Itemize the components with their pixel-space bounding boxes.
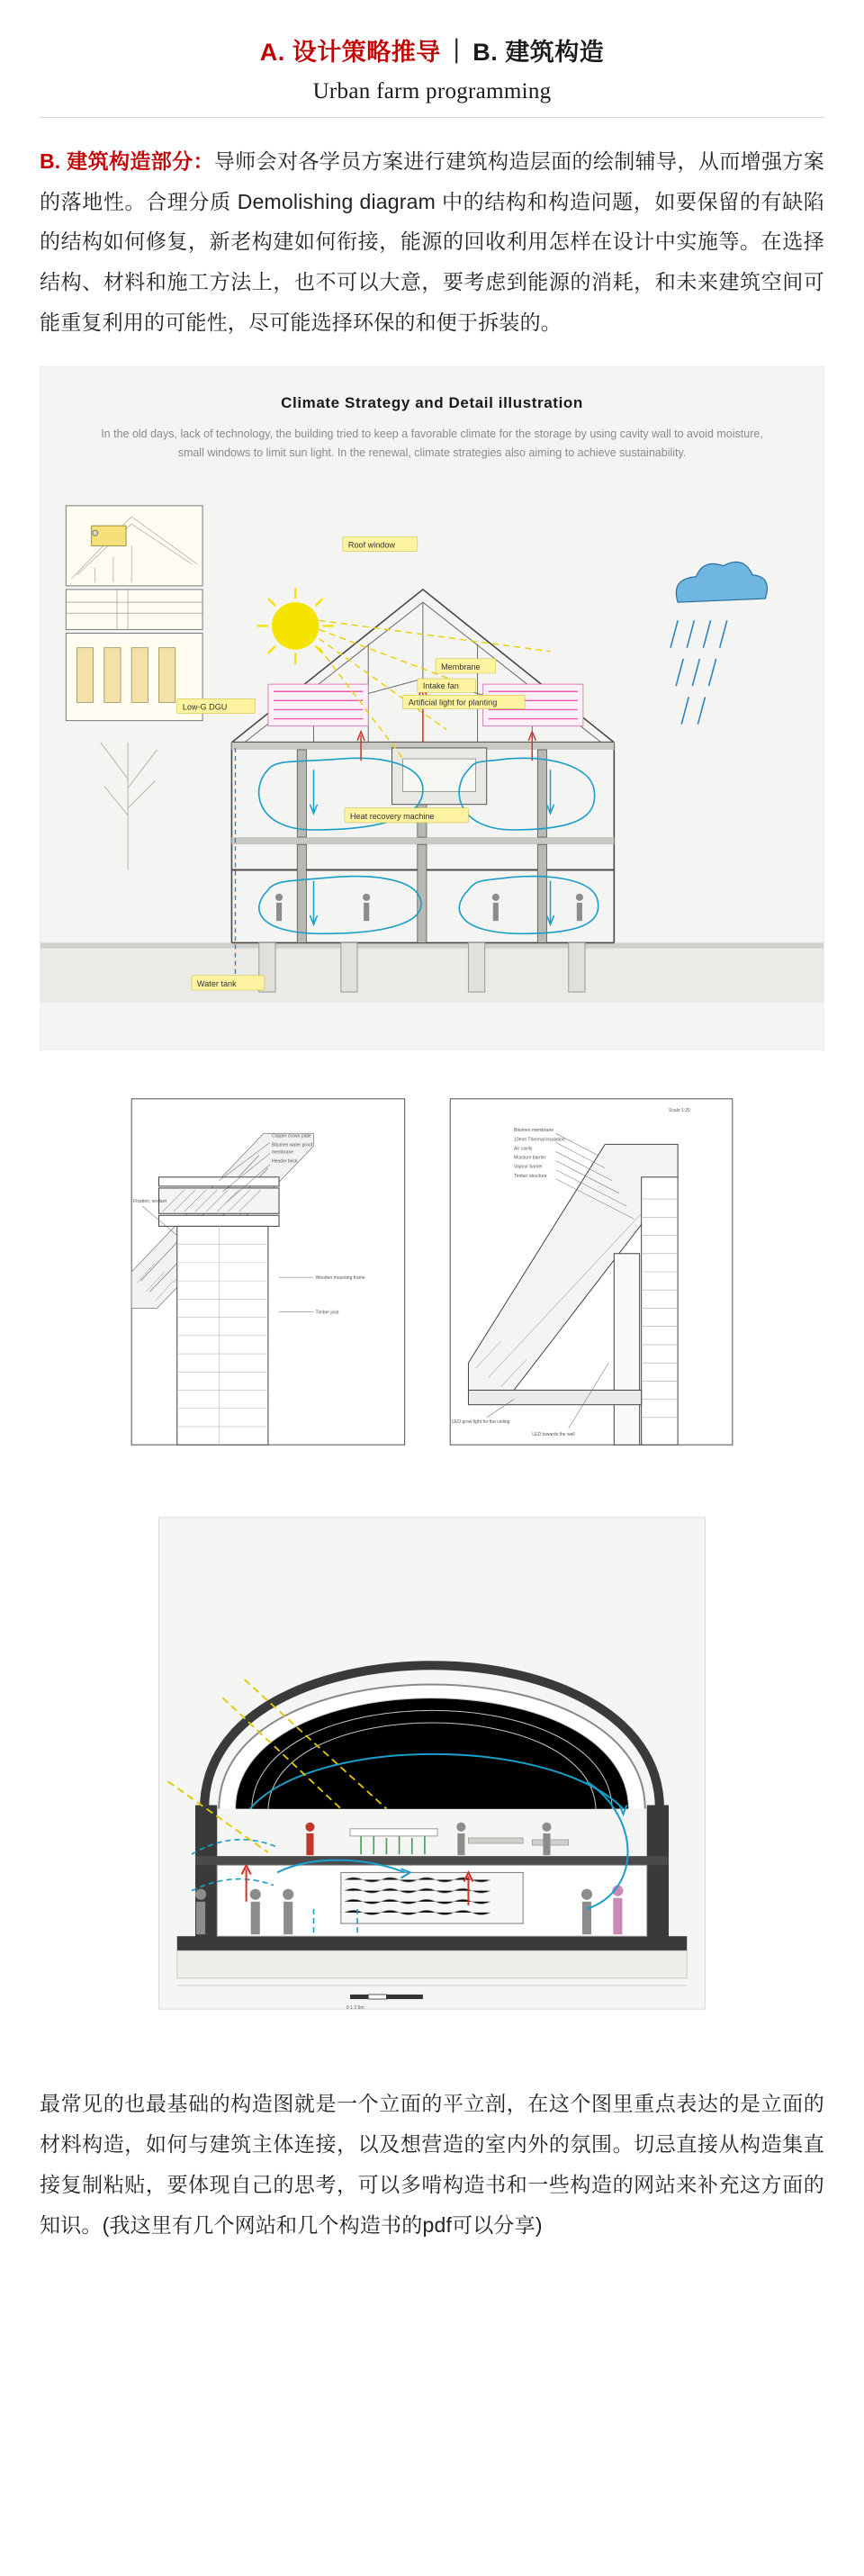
figure1-label-intake-fan: Intake fan <box>422 681 459 691</box>
figure2-label-membrane2: membrane <box>271 1149 294 1156</box>
paragraph-lead: B. 建筑构造部分： <box>40 149 214 173</box>
figure3-drawing <box>40 1494 824 2032</box>
figure2-label-led-ceiling: LED grow light for the ceiling <box>452 1419 510 1425</box>
figure2-label-moisture-barrier: Moisture barrier <box>514 1155 546 1161</box>
figure2-label-led-wall: LED towards the wall <box>532 1432 575 1438</box>
page-subtitle: Urban farm programming <box>312 78 552 104</box>
title-part-a: A. 设计策略推导 <box>259 39 441 66</box>
figure2-label-scale: Scale 1:20 <box>669 1107 690 1113</box>
page-title <box>40 36 824 70</box>
paragraph-text: 导师会对各学员方案进行建筑构造层面的绘制辅导，从而增强方案的落地性。合理分质 Demolishing diagram 中的结构和构造问题，如要保留的有缺陷的结构如何修复，新老构建如何衔接，能源的回收利用怎样在设计中实施等。在选择结构、材料和施工方法上，也不可以大意，要考虑到能源的消耗，和未来建筑空间可能重复利用的可能性，尽可能选择环保的和便于拆装的。 <box>40 149 824 335</box>
figure1-label-low-g-dgu: Low-G DGU <box>182 702 228 712</box>
figure2-drawing <box>40 1075 824 1469</box>
figure1-subtitle: In the old days, lack of technology, the building tried to keep a favorable climate for the storage by using cavity wall to avoid moisture, small windows to limit sun light. In the renewal, climate strategies also aiming to achieve sustainability. <box>101 428 763 460</box>
figure1-label-membrane: Membrane <box>441 662 481 671</box>
figure1-label-artificial-light: Artificial light for planting <box>408 698 498 707</box>
figure2-label-bitumen-membrane: Bitumen membrane <box>514 1128 554 1134</box>
figure2-label-thermal-insul: 10mm Thermal insulation <box>514 1137 565 1143</box>
figure-climate-strategy <box>40 366 824 1050</box>
figure2-label-timber-structure: Timber structure <box>514 1173 547 1179</box>
figure-construction-details <box>40 1074 824 1470</box>
figure1-title: Climate Strategy and Detail illustration <box>281 394 583 412</box>
figure2-label-timber-joist: Timber joist <box>315 1310 339 1316</box>
header-divider <box>40 117 824 118</box>
figure2-label-air-cavity: Air cavity <box>514 1146 533 1152</box>
title-part-b: B. 建筑构造 <box>472 39 605 66</box>
figure1-label-heat-recovery: Heat recovery machine <box>349 811 435 821</box>
figure2-label-vapour-barrier: Vapour barrier <box>514 1164 543 1170</box>
figure2-label-header-brick: Header brick <box>271 1158 298 1165</box>
paragraph-construction-intro <box>40 141 824 343</box>
figure1-label-roof-window: Roof window <box>347 540 396 550</box>
figure3-scale-label: 0 1 2 5m <box>346 2005 364 2012</box>
figure2-label-copper-crown: Copper crown plate <box>271 1133 311 1139</box>
spacer <box>40 2057 824 2084</box>
figure1-drawing <box>40 454 824 1049</box>
figure1-label-water-tank: Water tank <box>197 979 237 989</box>
figure-vaulted-hall-section <box>40 1493 824 2033</box>
figure2-label-mounting-frame: Wooden mounting frame <box>315 1275 365 1282</box>
figure2-label-fixation: Fixation, sealant <box>133 1199 166 1205</box>
figure2-label-bitumen: Bitumen water proof <box>271 1142 313 1148</box>
paragraph-detail-drawing: 最常见的也最基础的构造图就是一个立面的平立剖，在这个图里重点表达的是立面的材料构造，如何与建筑主体连接，以及想营造的室内外的氛围。切忌直接从构造集直接复制粘贴，要体现自己的思考，可以多啃构造书和一些构造的网站来补充这方面的知识。(我这里有几个网站和几个构造书的pdf可以分享) <box>40 2092 824 2237</box>
page-header <box>40 27 824 104</box>
title-separator: ｜ <box>444 39 470 66</box>
